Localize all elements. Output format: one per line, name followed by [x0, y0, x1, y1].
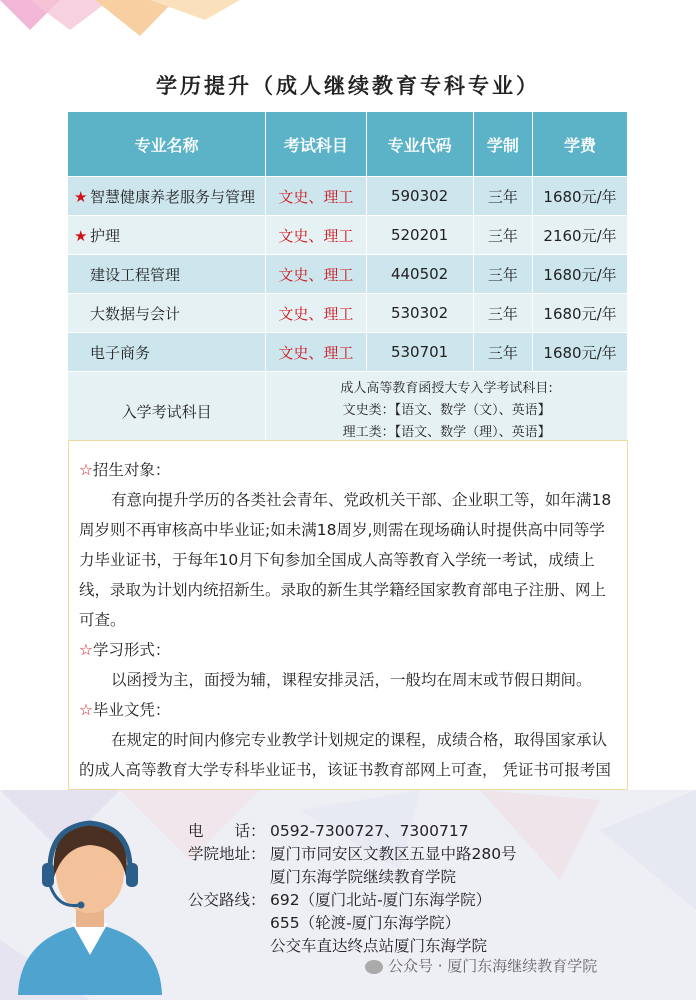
watermark	[365, 955, 597, 976]
fee-cell: 1680元/年	[533, 294, 628, 333]
major-name: 大数据与会计	[90, 304, 181, 323]
subjects-cell: 文史、理工	[266, 294, 366, 333]
bus-route-2: 655（轮渡-厦门东海学院）	[270, 914, 461, 932]
watermark-text: 公众号 · 厦门东海继续教育学院	[388, 957, 598, 975]
fee-cell: 1680元/年	[533, 255, 628, 294]
address-value-2: 厦门东海学院继续教育学院	[270, 868, 457, 886]
major-name: 智慧健康养老服务与管理	[90, 187, 256, 206]
col-header-fee: 学费	[533, 112, 628, 177]
exam-subjects-row	[68, 372, 628, 451]
address-row-2	[188, 866, 517, 889]
table-row	[68, 294, 628, 333]
subjects-cell: 文史、理工	[266, 255, 366, 294]
star-icon: ★	[74, 226, 88, 245]
exam-line: 理工类：【语文、数学（理）、英语】	[342, 425, 551, 440]
table-row	[68, 177, 628, 216]
fee-cell: 1680元/年	[533, 333, 628, 372]
exam-details	[266, 372, 628, 451]
wechat-icon	[365, 960, 383, 974]
major-name-cell	[68, 216, 266, 255]
address-label: 学院地址：	[188, 845, 266, 863]
table-row	[68, 255, 628, 294]
phone-value: 0592-7300727、7300717	[270, 822, 469, 840]
bus-route-1: 692（厦门北站-厦门东海学院）	[270, 891, 492, 909]
contact-info	[188, 820, 517, 958]
heading-text: 招生对象：	[92, 461, 171, 479]
col-header-subjects: 考试科目	[266, 112, 366, 177]
years-cell: 三年	[473, 216, 532, 255]
code-cell: 520201	[366, 216, 473, 255]
code-cell: 590302	[366, 177, 473, 216]
section-text: 以函授为主，面授为辅，课程安排灵活，一般均在周末或节假日期间。	[111, 671, 592, 689]
code-cell: 530701	[366, 333, 473, 372]
section-text: 在规定的时间内修完专业教学计划规定的课程，成绩合格，取得国家承认的成人高等教育大学专科毕业证书，该证书教育部网上可查， 凭证书可报考国	[79, 731, 611, 779]
section-text: 有意向提升学历的各类社会青年、党政机关干部、企业职工等，如年满18周岁则不再审核高中毕业证;如未满18周岁,则需在现场确认时提供高中同等学力毕业证书，于每年10月下旬参加全国成人高等教育入学统一考试，成绩上线，录取为计划内统招新生。录取的新生其学籍经国家教育部电子注册、网上可查。	[79, 491, 612, 629]
code-cell: 530302	[366, 294, 473, 333]
subjects-cell: 文史、理工	[266, 216, 366, 255]
years-cell: 三年	[473, 333, 532, 372]
majors-table	[68, 112, 628, 450]
section-heading	[79, 695, 617, 725]
heading-text: 学习形式：	[92, 641, 171, 659]
exam-line: 文史类：【语文、数学（文）、英语】	[342, 403, 551, 418]
address-value: 厦门市同安区文教区五显中路280号	[270, 845, 517, 863]
major-name: 建设工程管理	[90, 265, 181, 284]
section-heading	[79, 635, 617, 665]
col-header-years: 学制	[473, 112, 532, 177]
address-row	[188, 843, 517, 866]
phone-row	[188, 820, 517, 843]
bus-row	[188, 889, 517, 912]
exam-line: 成人高等教育函授大专入学考试科目:	[340, 381, 553, 396]
years-cell: 三年	[473, 177, 532, 216]
major-name-cell	[68, 177, 266, 216]
subjects-cell: 文史、理工	[266, 177, 366, 216]
major-name: 护理	[90, 226, 121, 245]
star-outline-icon: ☆	[79, 461, 93, 479]
exam-label: 入学考试科目	[68, 372, 266, 451]
years-cell: 三年	[473, 294, 532, 333]
table-row	[68, 216, 628, 255]
star-icon: ★	[74, 187, 88, 206]
bus-note: 公交车直达终点站厦门东海学院	[270, 937, 488, 955]
subjects-cell: 文史、理工	[266, 333, 366, 372]
heading-text: 毕业文凭：	[92, 701, 171, 719]
bus-row-2	[188, 912, 517, 935]
major-name-cell	[68, 294, 266, 333]
phone-label: 电 话：	[188, 822, 266, 840]
fee-cell: 1680元/年	[533, 177, 628, 216]
table-header-row	[68, 112, 628, 177]
star-outline-icon: ☆	[79, 641, 93, 659]
star-outline-icon: ☆	[79, 701, 93, 719]
table-row	[68, 333, 628, 372]
customer-service-avatar-icon	[10, 805, 170, 995]
major-name-cell	[68, 255, 266, 294]
major-name: 电子商务	[90, 343, 151, 362]
page-title: 学历提升（成人继续教育专科专业）	[156, 74, 540, 98]
major-name-cell	[68, 333, 266, 372]
years-cell: 三年	[473, 255, 532, 294]
code-cell: 440502	[366, 255, 473, 294]
corner-decoration	[0, 0, 240, 40]
bus-label: 公交路线：	[188, 891, 266, 909]
col-header-code: 专业代码	[366, 112, 473, 177]
section-heading	[79, 455, 617, 485]
info-box	[68, 440, 628, 790]
fee-cell: 2160元/年	[533, 216, 628, 255]
col-header-name: 专业名称	[68, 112, 266, 177]
